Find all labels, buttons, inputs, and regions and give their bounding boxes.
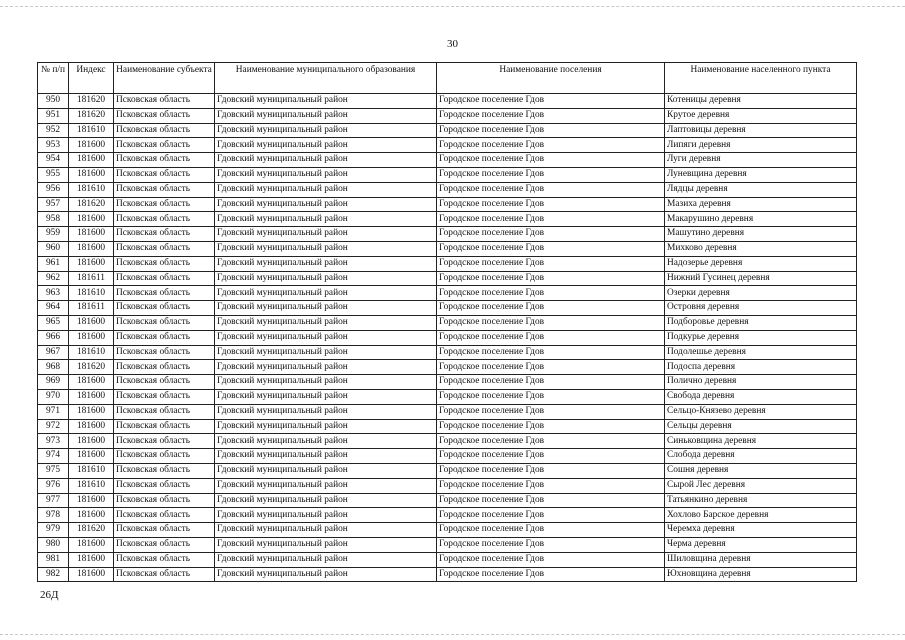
cell-index: 181611 [69, 271, 114, 286]
cell-number: 951 [38, 108, 69, 123]
cell-index: 181600 [69, 434, 114, 449]
cell-municipality: Гдовский муниципальный район [215, 108, 437, 123]
cell-number: 971 [38, 404, 69, 419]
table-row [38, 167, 857, 182]
sheet-code: 26Д [40, 589, 59, 601]
header-settlement: Наименование поселения [437, 63, 665, 94]
cell-number: 981 [38, 552, 69, 567]
cell-number: 969 [38, 375, 69, 390]
cell-settlement: Городское поселение Гдов [437, 182, 665, 197]
cell-number: 975 [38, 463, 69, 478]
cell-municipality: Гдовский муниципальный район [215, 345, 437, 360]
cell-index: 181600 [69, 449, 114, 464]
cell-settlement: Городское поселение Гдов [437, 94, 665, 109]
cell-municipality: Гдовский муниципальный район [215, 197, 437, 212]
table-row [38, 301, 857, 316]
header-row [38, 63, 857, 94]
cell-index: 181600 [69, 552, 114, 567]
cell-subject: Псковская область [114, 94, 215, 109]
cell-municipality: Гдовский муниципальный район [215, 567, 437, 582]
cell-municipality: Гдовский муниципальный район [215, 449, 437, 464]
cell-number: 956 [38, 182, 69, 197]
cell-settlement: Городское поселение Гдов [437, 552, 665, 567]
cell-number: 966 [38, 330, 69, 345]
cell-index: 181600 [69, 315, 114, 330]
cell-municipality: Гдовский муниципальный район [215, 375, 437, 390]
cell-locality: Нижний Гусинец деревня [665, 271, 857, 286]
cell-index: 181620 [69, 360, 114, 375]
cell-settlement: Городское поселение Гдов [437, 138, 665, 153]
cell-municipality: Гдовский муниципальный район [215, 478, 437, 493]
table-body [38, 94, 857, 582]
cell-index: 181600 [69, 256, 114, 271]
cell-subject: Псковская область [114, 138, 215, 153]
cell-locality: Луги деревня [665, 153, 857, 168]
cell-index: 181620 [69, 523, 114, 538]
cell-municipality: Гдовский муниципальный район [215, 212, 437, 227]
cell-subject: Псковская область [114, 434, 215, 449]
cell-settlement: Городское поселение Гдов [437, 286, 665, 301]
cell-index: 181610 [69, 286, 114, 301]
cell-settlement: Городское поселение Гдов [437, 167, 665, 182]
table-row [38, 94, 857, 109]
table-row [38, 108, 857, 123]
cell-index: 181600 [69, 241, 114, 256]
cell-municipality: Гдовский муниципальный район [215, 493, 437, 508]
cell-locality: Подоспа деревня [665, 360, 857, 375]
scan-edge-top [0, 6, 905, 7]
cell-settlement: Городское поселение Гдов [437, 389, 665, 404]
cell-municipality: Гдовский муниципальный район [215, 286, 437, 301]
cell-subject: Псковская область [114, 463, 215, 478]
cell-subject: Псковская область [114, 167, 215, 182]
cell-number: 957 [38, 197, 69, 212]
cell-number: 970 [38, 389, 69, 404]
cell-number: 963 [38, 286, 69, 301]
table-row [38, 404, 857, 419]
cell-locality: Надозерье деревня [665, 256, 857, 271]
cell-locality: Котеницы деревня [665, 94, 857, 109]
cell-number: 953 [38, 138, 69, 153]
cell-municipality: Гдовский муниципальный район [215, 389, 437, 404]
cell-index: 181600 [69, 537, 114, 552]
cell-index: 181620 [69, 197, 114, 212]
cell-subject: Псковская область [114, 315, 215, 330]
cell-subject: Псковская область [114, 212, 215, 227]
table-row [38, 256, 857, 271]
cell-municipality: Гдовский муниципальный район [215, 552, 437, 567]
cell-subject: Псковская область [114, 271, 215, 286]
cell-subject: Псковская область [114, 241, 215, 256]
cell-locality: Юхновщина деревня [665, 567, 857, 582]
cell-index: 181600 [69, 389, 114, 404]
cell-municipality: Гдовский муниципальный район [215, 138, 437, 153]
header-municipality: Наименование муниципального образования [215, 63, 437, 94]
cell-municipality: Гдовский муниципальный район [215, 123, 437, 138]
table-row [38, 463, 857, 478]
cell-settlement: Городское поселение Гдов [437, 271, 665, 286]
table-row [38, 493, 857, 508]
cell-settlement: Городское поселение Гдов [437, 212, 665, 227]
cell-number: 974 [38, 449, 69, 464]
settlements-table [37, 62, 857, 582]
table-row [38, 449, 857, 464]
cell-index: 181610 [69, 182, 114, 197]
table-row [38, 523, 857, 538]
cell-municipality: Гдовский муниципальный район [215, 360, 437, 375]
cell-index: 181620 [69, 94, 114, 109]
cell-municipality: Гдовский муниципальный район [215, 404, 437, 419]
cell-locality: Подборовье деревня [665, 315, 857, 330]
scan-edge-bottom [0, 634, 905, 635]
cell-number: 958 [38, 212, 69, 227]
cell-index: 181600 [69, 153, 114, 168]
cell-locality: Черма деревня [665, 537, 857, 552]
cell-settlement: Городское поселение Гдов [437, 241, 665, 256]
cell-settlement: Городское поселение Гдов [437, 404, 665, 419]
cell-locality: Синьковщина деревня [665, 434, 857, 449]
cell-subject: Псковская область [114, 197, 215, 212]
table-row [38, 286, 857, 301]
cell-subject: Псковская область [114, 153, 215, 168]
cell-municipality: Гдовский муниципальный район [215, 241, 437, 256]
table-row [38, 182, 857, 197]
cell-subject: Псковская область [114, 508, 215, 523]
cell-subject: Псковская область [114, 419, 215, 434]
cell-index: 181610 [69, 345, 114, 360]
cell-index: 181610 [69, 463, 114, 478]
cell-subject: Псковская область [114, 449, 215, 464]
cell-subject: Псковская область [114, 182, 215, 197]
cell-subject: Псковская область [114, 330, 215, 345]
cell-subject: Псковская область [114, 523, 215, 538]
cell-subject: Псковская область [114, 301, 215, 316]
cell-settlement: Городское поселение Гдов [437, 360, 665, 375]
cell-index: 181600 [69, 227, 114, 242]
table-row [38, 478, 857, 493]
cell-municipality: Гдовский муниципальный район [215, 537, 437, 552]
cell-municipality: Гдовский муниципальный район [215, 167, 437, 182]
cell-number: 977 [38, 493, 69, 508]
cell-index: 181600 [69, 375, 114, 390]
cell-index: 181620 [69, 108, 114, 123]
cell-locality: Шиловщина деревня [665, 552, 857, 567]
cell-municipality: Гдовский муниципальный район [215, 419, 437, 434]
table-row [38, 153, 857, 168]
table-row [38, 552, 857, 567]
cell-locality: Михково деревня [665, 241, 857, 256]
cell-municipality: Гдовский муниципальный район [215, 301, 437, 316]
header-index: Индекс [69, 63, 114, 94]
cell-settlement: Городское поселение Гдов [437, 508, 665, 523]
header-locality: Наименование населенного пункта [665, 63, 857, 94]
cell-locality: Мазиха деревня [665, 197, 857, 212]
table-row [38, 271, 857, 286]
cell-index: 181600 [69, 330, 114, 345]
table-row [38, 212, 857, 227]
cell-subject: Псковская область [114, 227, 215, 242]
cell-index: 181600 [69, 404, 114, 419]
cell-municipality: Гдовский муниципальный район [215, 523, 437, 538]
cell-number: 955 [38, 167, 69, 182]
cell-number: 976 [38, 478, 69, 493]
cell-municipality: Гдовский муниципальный район [215, 256, 437, 271]
table-row [38, 360, 857, 375]
cell-locality: Хохлово Барское деревня [665, 508, 857, 523]
cell-settlement: Городское поселение Гдов [437, 493, 665, 508]
cell-municipality: Гдовский муниципальный район [215, 463, 437, 478]
cell-settlement: Городское поселение Гдов [437, 197, 665, 212]
cell-settlement: Городское поселение Гдов [437, 449, 665, 464]
cell-number: 980 [38, 537, 69, 552]
cell-locality: Сельцы деревня [665, 419, 857, 434]
table-row [38, 508, 857, 523]
cell-municipality: Гдовский муниципальный район [215, 434, 437, 449]
cell-settlement: Городское поселение Гдов [437, 227, 665, 242]
cell-locality: Слобода деревня [665, 449, 857, 464]
cell-settlement: Городское поселение Гдов [437, 108, 665, 123]
table-row [38, 419, 857, 434]
cell-settlement: Городское поселение Гдов [437, 537, 665, 552]
cell-locality: Подкурье деревня [665, 330, 857, 345]
cell-locality: Крутое деревня [665, 108, 857, 123]
cell-subject: Псковская область [114, 123, 215, 138]
page-number: 30 [447, 38, 458, 50]
cell-settlement: Городское поселение Гдов [437, 375, 665, 390]
cell-municipality: Гдовский муниципальный район [215, 153, 437, 168]
cell-number: 973 [38, 434, 69, 449]
cell-number: 959 [38, 227, 69, 242]
cell-municipality: Гдовский муниципальный район [215, 271, 437, 286]
cell-number: 952 [38, 123, 69, 138]
cell-municipality: Гдовский муниципальный район [215, 508, 437, 523]
cell-subject: Псковская область [114, 256, 215, 271]
table-row [38, 330, 857, 345]
cell-index: 181610 [69, 478, 114, 493]
cell-locality: Черемха деревня [665, 523, 857, 538]
table-row [38, 138, 857, 153]
table-row [38, 375, 857, 390]
cell-index: 181600 [69, 493, 114, 508]
table-row [38, 567, 857, 582]
cell-locality: Луневщина деревня [665, 167, 857, 182]
cell-number: 968 [38, 360, 69, 375]
cell-index: 181600 [69, 567, 114, 582]
cell-subject: Псковская область [114, 389, 215, 404]
header-number: № п/п [38, 63, 69, 94]
cell-settlement: Городское поселение Гдов [437, 315, 665, 330]
cell-settlement: Городское поселение Гдов [437, 478, 665, 493]
cell-number: 972 [38, 419, 69, 434]
table-row [38, 345, 857, 360]
cell-locality: Машутино деревня [665, 227, 857, 242]
cell-municipality: Гдовский муниципальный район [215, 227, 437, 242]
cell-locality: Сельцо-Князево деревня [665, 404, 857, 419]
cell-locality: Озерки деревня [665, 286, 857, 301]
cell-settlement: Городское поселение Гдов [437, 301, 665, 316]
cell-number: 962 [38, 271, 69, 286]
cell-subject: Псковская область [114, 537, 215, 552]
table-row [38, 227, 857, 242]
table-row [38, 315, 857, 330]
cell-municipality: Гдовский муниципальный район [215, 94, 437, 109]
cell-subject: Псковская область [114, 478, 215, 493]
cell-locality: Островня деревня [665, 301, 857, 316]
cell-locality: Свобода деревня [665, 389, 857, 404]
cell-settlement: Городское поселение Гдов [437, 345, 665, 360]
cell-number: 978 [38, 508, 69, 523]
cell-municipality: Гдовский муниципальный район [215, 330, 437, 345]
cell-number: 950 [38, 94, 69, 109]
cell-subject: Псковская область [114, 404, 215, 419]
table-row [38, 389, 857, 404]
cell-index: 181600 [69, 212, 114, 227]
cell-locality: Лаптовицы деревня [665, 123, 857, 138]
table-header [38, 63, 857, 94]
cell-subject: Псковская область [114, 286, 215, 301]
cell-subject: Псковская область [114, 552, 215, 567]
cell-number: 954 [38, 153, 69, 168]
cell-settlement: Городское поселение Гдов [437, 256, 665, 271]
cell-locality: Макарушино деревня [665, 212, 857, 227]
cell-locality: Липяги деревня [665, 138, 857, 153]
cell-index: 181600 [69, 167, 114, 182]
cell-subject: Псковская область [114, 345, 215, 360]
header-subject: Наименование субъекта [114, 63, 215, 94]
cell-locality: Подолешье деревня [665, 345, 857, 360]
cell-number: 964 [38, 301, 69, 316]
cell-subject: Псковская область [114, 375, 215, 390]
cell-subject: Псковская область [114, 493, 215, 508]
cell-settlement: Городское поселение Гдов [437, 434, 665, 449]
cell-subject: Псковская область [114, 567, 215, 582]
cell-settlement: Городское поселение Гдов [437, 330, 665, 345]
table-row [38, 434, 857, 449]
cell-locality: Лядцы деревня [665, 182, 857, 197]
cell-municipality: Гдовский муниципальный район [215, 315, 437, 330]
cell-settlement: Городское поселение Гдов [437, 419, 665, 434]
table-row [38, 123, 857, 138]
cell-settlement: Городское поселение Гдов [437, 523, 665, 538]
cell-number: 982 [38, 567, 69, 582]
cell-settlement: Городское поселение Гдов [437, 463, 665, 478]
cell-municipality: Гдовский муниципальный район [215, 182, 437, 197]
cell-number: 960 [38, 241, 69, 256]
cell-index: 181610 [69, 123, 114, 138]
cell-locality: Сошня деревня [665, 463, 857, 478]
table-row [38, 197, 857, 212]
cell-locality: Сырой Лес деревня [665, 478, 857, 493]
cell-subject: Псковская область [114, 360, 215, 375]
cell-settlement: Городское поселение Гдов [437, 153, 665, 168]
cell-number: 979 [38, 523, 69, 538]
cell-settlement: Городское поселение Гдов [437, 567, 665, 582]
cell-index: 181600 [69, 419, 114, 434]
cell-index: 181600 [69, 138, 114, 153]
cell-settlement: Городское поселение Гдов [437, 123, 665, 138]
cell-index: 181600 [69, 508, 114, 523]
cell-number: 967 [38, 345, 69, 360]
cell-locality: Татьянкино деревня [665, 493, 857, 508]
cell-number: 961 [38, 256, 69, 271]
cell-locality: Полично деревня [665, 375, 857, 390]
table-row [38, 241, 857, 256]
cell-subject: Псковская область [114, 108, 215, 123]
cell-number: 965 [38, 315, 69, 330]
table-row [38, 537, 857, 552]
cell-index: 181611 [69, 301, 114, 316]
